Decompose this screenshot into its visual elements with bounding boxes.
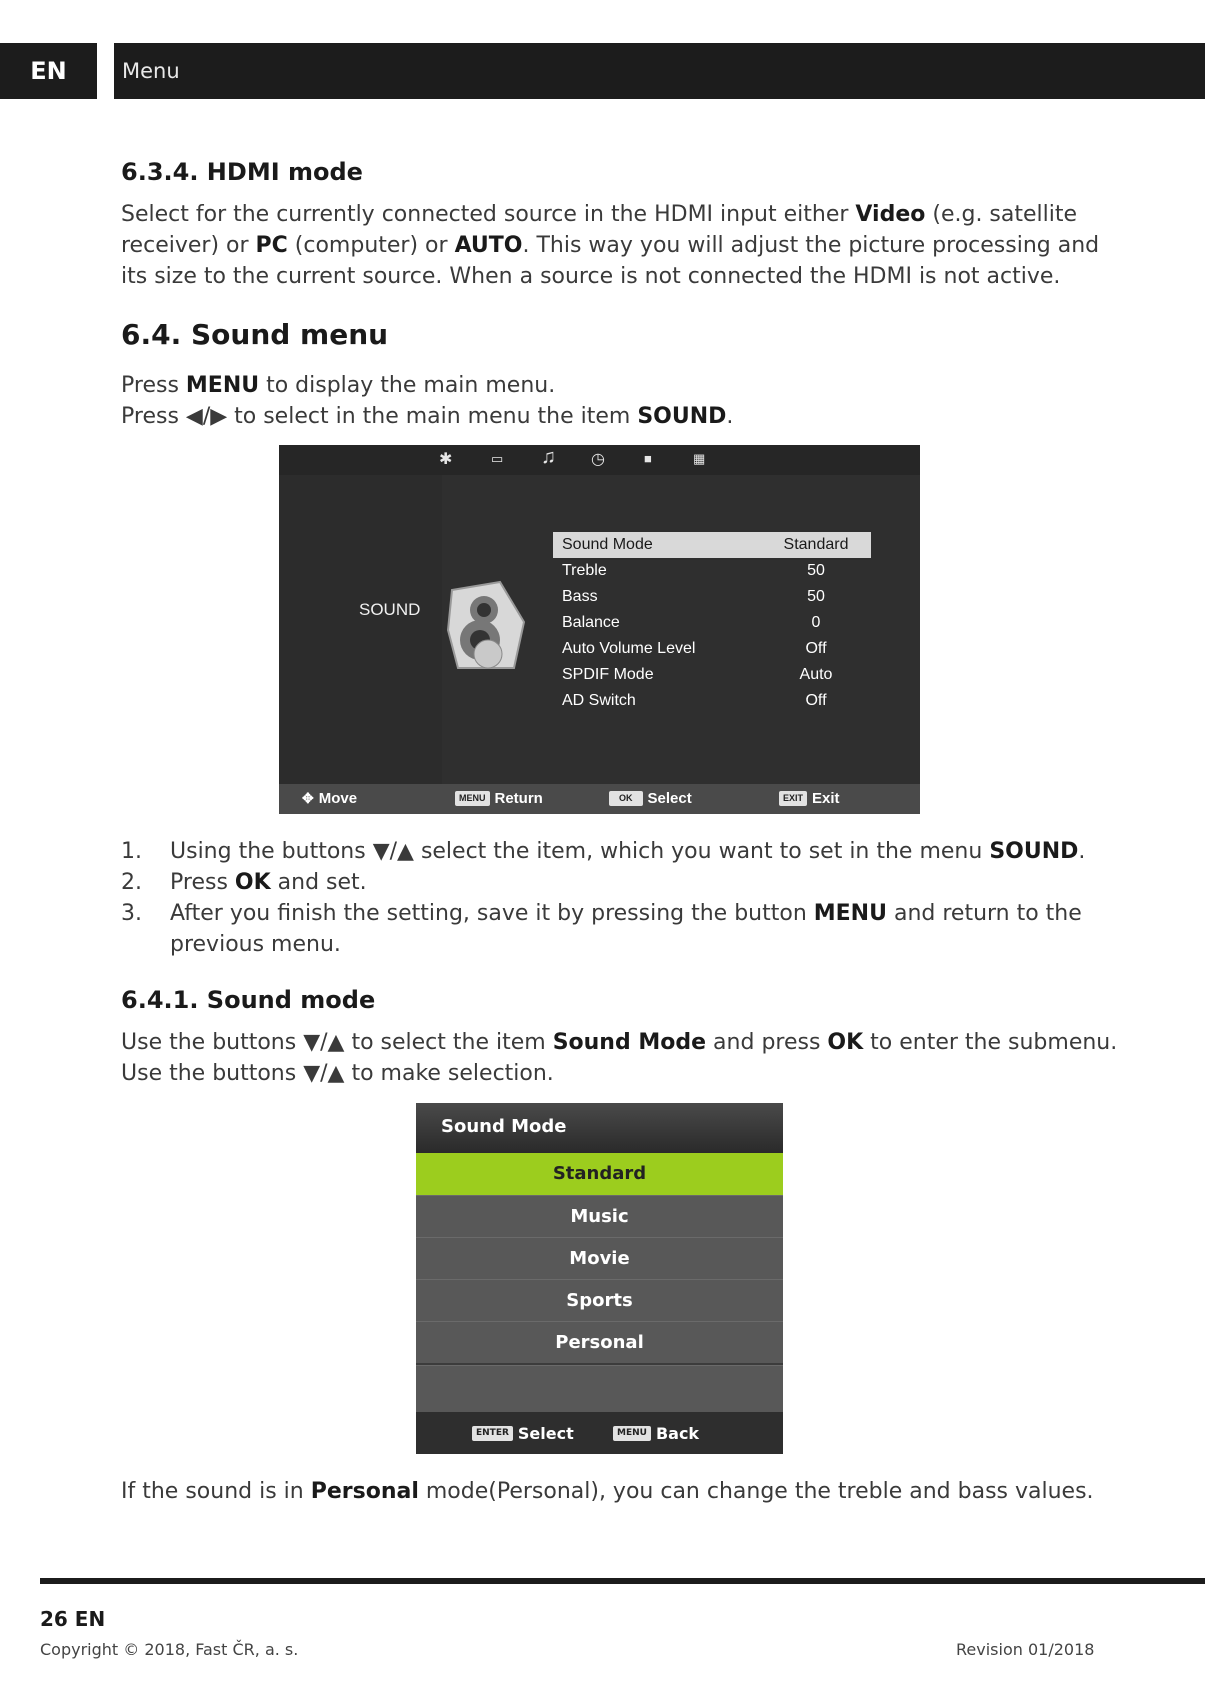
menu-item-value: 0 — [811, 614, 821, 631]
return-hint: MENU Return — [455, 790, 543, 807]
ok-key-icon: OK — [609, 791, 643, 806]
grid-icon: ▦ — [693, 451, 706, 466]
gear-icon: ✱ — [439, 451, 453, 468]
menu-item-value: 50 — [807, 562, 825, 579]
menu-footer — [279, 784, 920, 814]
sound-mode-line-1: Use the buttons ▼/▲ to select the item Sound Mode and press OK to enter the submenu. — [121, 1030, 1118, 1055]
menu-item-auto-volume-level[interactable] — [553, 636, 871, 662]
menu-key-icon: MENU — [613, 1426, 651, 1441]
section-title: Menu — [122, 59, 180, 83]
menu-item-value: Off — [805, 640, 827, 657]
step-3-continued: previous menu. — [170, 932, 341, 957]
hdmi-paragraph-line-1: Select for the currently connected source in the HDMI input either Video (e.g. satellite — [121, 202, 1078, 227]
footer-rule — [40, 1578, 1205, 1584]
sound-mode-line-2: Use the buttons ▼/▲ to make selection. — [121, 1061, 554, 1086]
exit-key-icon: EXIT — [779, 791, 807, 806]
submenu-option-personal[interactable]: Personal — [416, 1321, 783, 1363]
menu-item-label: AD Switch — [562, 692, 636, 709]
submenu-option-music[interactable]: Music — [416, 1195, 783, 1237]
menu-item-ad-switch[interactable] — [553, 688, 871, 714]
sound-mode-heading: 6.4.1. Sound mode — [121, 986, 376, 1014]
submenu-option-movie[interactable]: Movie — [416, 1237, 783, 1279]
dpad-icon: ✥ — [302, 790, 314, 806]
music-icon: ♫ — [541, 446, 556, 468]
step-2: 2. Press OK and set. — [121, 870, 367, 895]
submenu-title-bar — [416, 1103, 783, 1153]
submenu-empty-row — [416, 1365, 783, 1412]
menu-item-sound-mode[interactable] — [553, 532, 871, 558]
submenu-option-sports[interactable]: Sports — [416, 1279, 783, 1321]
move-hint: ✥ Move — [302, 790, 358, 807]
sound-intro-line-1: Press MENU to display the main menu. — [121, 373, 556, 398]
menu-item-balance[interactable] — [553, 610, 871, 636]
menu-key-icon: MENU — [455, 791, 490, 806]
hdmi-paragraph-line-3: its size to the current source. When a source is not connected the HDMI is not active. — [121, 264, 1061, 289]
step-3: 3. After you finish the setting, save it by pressing the button MENU and return to the — [121, 901, 1082, 926]
monitor-icon: ▭ — [491, 451, 504, 466]
lock-icon: ■ — [644, 451, 652, 466]
exit-hint: EXIT Exit — [779, 790, 840, 807]
menu-item-spdif-mode[interactable] — [553, 662, 871, 688]
menu-item-label: Balance — [562, 614, 620, 631]
menu-item-value: Off — [805, 692, 827, 709]
page-number: 26 EN — [40, 1607, 106, 1631]
menu-item-treble[interactable] — [553, 558, 871, 584]
submenu-title: Sound Mode — [441, 1116, 567, 1137]
sound-intro-line-2: Press ◀/▶ to select in the main menu the item SOUND. — [121, 404, 734, 429]
section-header — [114, 43, 1205, 99]
menu-tab-bar — [279, 445, 920, 475]
step-1: 1. Using the buttons ▼/▲ select the item, which you want to set in the menu SOUND. — [121, 839, 1086, 864]
menu-item-label: SPDIF Mode — [562, 666, 654, 683]
language-badge: EN — [0, 43, 97, 99]
enter-key-icon: ENTER — [472, 1426, 513, 1441]
select-hint: ENTER Select — [472, 1424, 574, 1443]
sound-menu-screenshot — [279, 445, 920, 814]
hdmi-paragraph-line-2: receiver) or PC (computer) or AUTO. This way you will adjust the picture processing and — [121, 233, 1100, 258]
menu-item-value: Auto — [799, 666, 833, 683]
submenu-footer — [416, 1412, 783, 1454]
select-hint: OK Select — [609, 790, 692, 807]
menu-item-value: Standard — [783, 536, 849, 553]
menu-category-label: SOUND — [359, 600, 421, 619]
menu-item-label: Bass — [562, 588, 598, 605]
menu-sidebar — [279, 475, 442, 784]
sound-mode-submenu-screenshot — [416, 1103, 783, 1454]
submenu-option-standard[interactable]: Standard — [416, 1153, 783, 1195]
menu-item-bass[interactable] — [553, 584, 871, 610]
revision: Revision 01/2018 — [956, 1640, 1095, 1659]
copyright: Copyright © 2018, Fast ČR, a. s. — [40, 1640, 299, 1659]
menu-item-value: 50 — [807, 588, 825, 605]
speaker-icon — [444, 580, 532, 672]
clock-icon: ◷ — [591, 451, 605, 468]
menu-item-label: Treble — [562, 562, 607, 579]
sound-menu-heading: 6.4. Sound menu — [121, 318, 389, 351]
hdmi-heading: 6.3.4. HDMI mode — [121, 158, 363, 186]
back-hint: MENU Back — [613, 1424, 699, 1443]
menu-item-label: Auto Volume Level — [562, 640, 696, 657]
menu-item-label: Sound Mode — [562, 536, 653, 553]
personal-note: If the sound is in Personal mode(Personal), you can change the treble and bass values. — [121, 1479, 1094, 1504]
